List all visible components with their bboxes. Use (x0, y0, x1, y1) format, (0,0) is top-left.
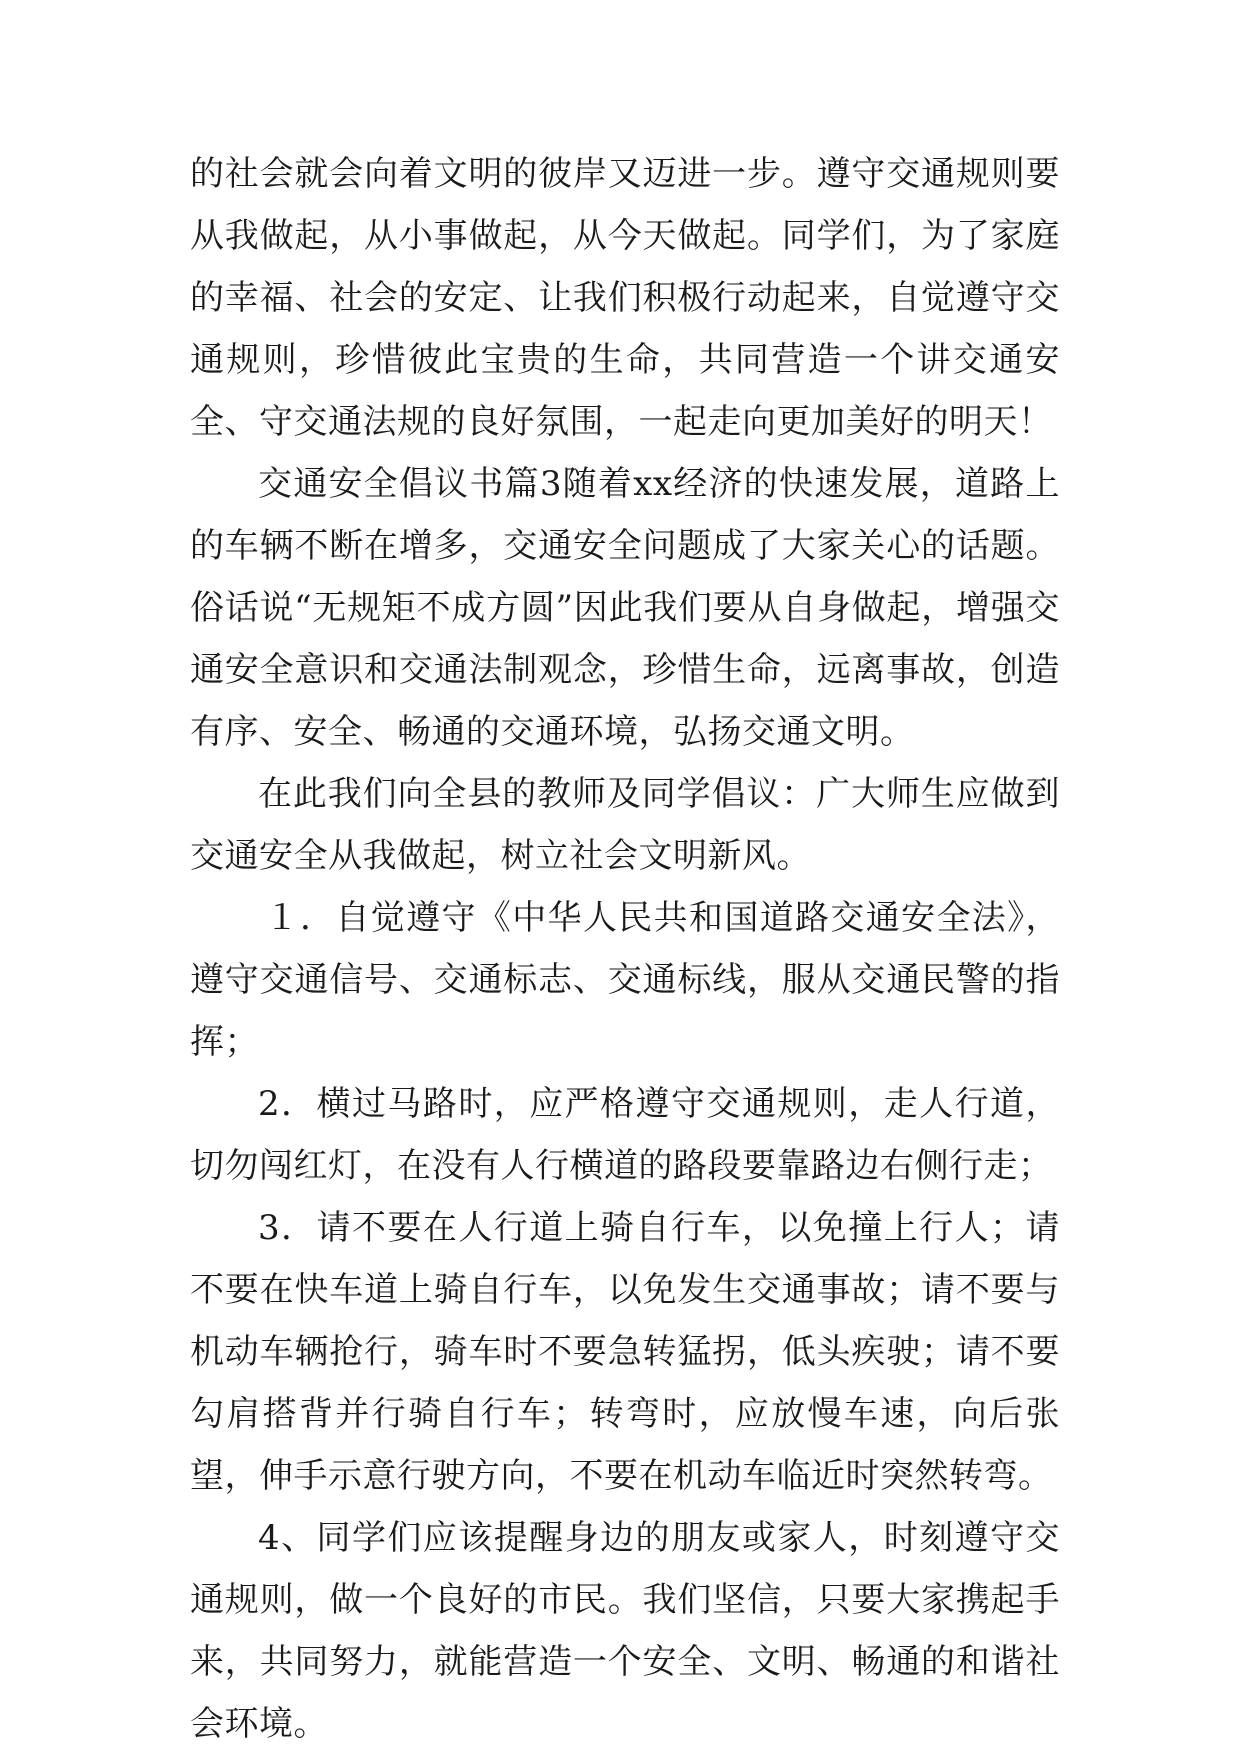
document-body (190, 143, 1060, 1755)
paragraph-continuation: 的社会就会向着文明的彼岸又迈进一步。遵守交通规则要从我做起，从小事做起，从今天做起。同学们，为了家庭的幸福、社会的安定、让我们积极行动起来，自觉遵守交通规则，珍惜彼此宝贵的生命，共同营造一个讲交通安全、守交通法规的良好氛围，一起走向更加美好的明天！ (190, 154, 1060, 442)
paragraph-intro: 交通安全倡议书篇3随着xx经济的快速发展，道路上的车辆不断在增多，交通安全问题成了大家关心的话题。俗话说“无规矩不成方圆”因此我们要从自身做起，增强交通安全意识和交通法制观念，珍惜生命，远离事故，创造有序、安全、畅通的交通环境，弘扬交通文明。 (190, 464, 1060, 752)
list-item-1: １．自觉遵守《中华人民共和国道路交通安全法》，遵守交通信号、交通标志、交通标线，服从交通民警的指挥； (190, 898, 1060, 1062)
list-item-4: 4、同学们应该提醒身边的朋友或家人，时刻遵守交通规则，做一个良好的市民。我们坚信，只要大家携起手来，共同努力，就能营造一个安全、文明、畅通的和谐社会环境。 (190, 1518, 1060, 1744)
list-item-3: 3．请不要在人行道上骑自行车，以免撞上行人；请不要在快车道上骑自行车，以免发生交通事故；请不要与机动车辆抢行，骑车时不要急转猛拐，低头疾驶；请不要勾肩搭背并行骑自行车；转弯时，应放慢车速，向后张望，伸手示意行驶方向，不要在机动车临近时突然转弯。 (190, 1208, 1060, 1496)
list-item-2: 2．横过马路时，应严格遵守交通规则，走人行道，切勿闯红灯，在没有人行横道的路段要靠路边右侧行走； (190, 1084, 1060, 1186)
paragraph-proposal: 在此我们向全县的教师及同学倡议：广大师生应做到交通安全从我做起，树立社会文明新风。 (190, 774, 1060, 876)
